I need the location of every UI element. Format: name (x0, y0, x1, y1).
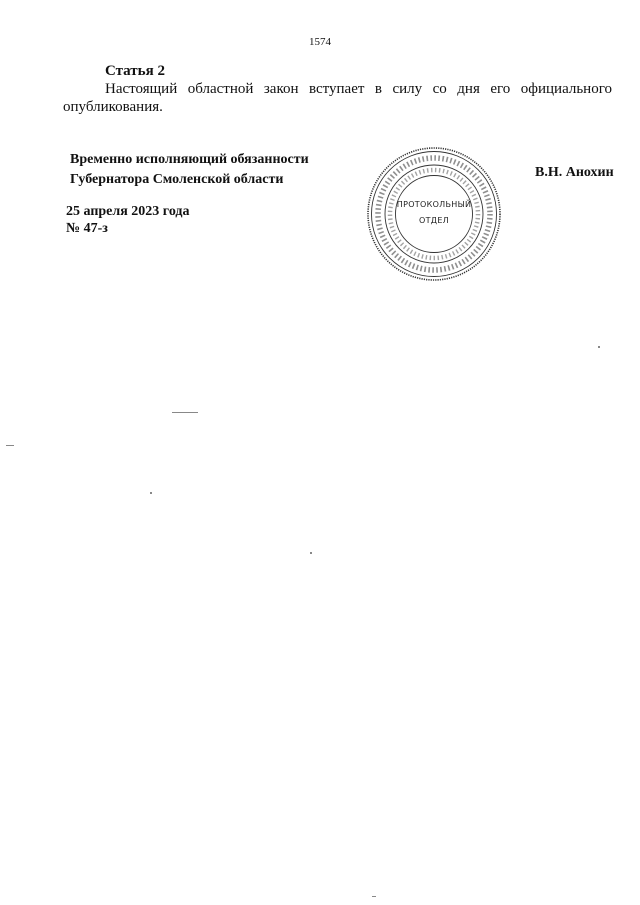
scan-artifact (6, 445, 14, 446)
scan-artifact (150, 492, 152, 494)
scan-artifact (372, 896, 376, 897)
seal-department-line1: ПРОТОКОЛЬНЫЙ (396, 200, 472, 209)
page-number: 1574 (309, 36, 331, 48)
seal-department-line2: ОТДЕЛ (418, 216, 449, 225)
seal-department (393, 197, 475, 229)
article-heading: Статья 2 (105, 63, 165, 79)
document-date: 25 апреля 2023 года (66, 204, 190, 219)
official-seal (365, 145, 503, 283)
article-text-line2: опубликования. (63, 99, 163, 115)
scan-artifact (310, 552, 312, 554)
signatory-title-line1: Временно исполняющий обязанности (70, 152, 309, 167)
signatory-name: В.Н. Анохин (535, 165, 614, 180)
scan-artifact (598, 346, 600, 348)
article-text-line1: Настоящий областной закон вступает в силу со дня его официального (105, 81, 612, 97)
signatory-title (70, 150, 309, 190)
scan-artifact (172, 412, 198, 413)
document-number: № 47-з (66, 221, 108, 236)
signatory-title-line2: Губернатора Смоленской области (70, 172, 284, 187)
